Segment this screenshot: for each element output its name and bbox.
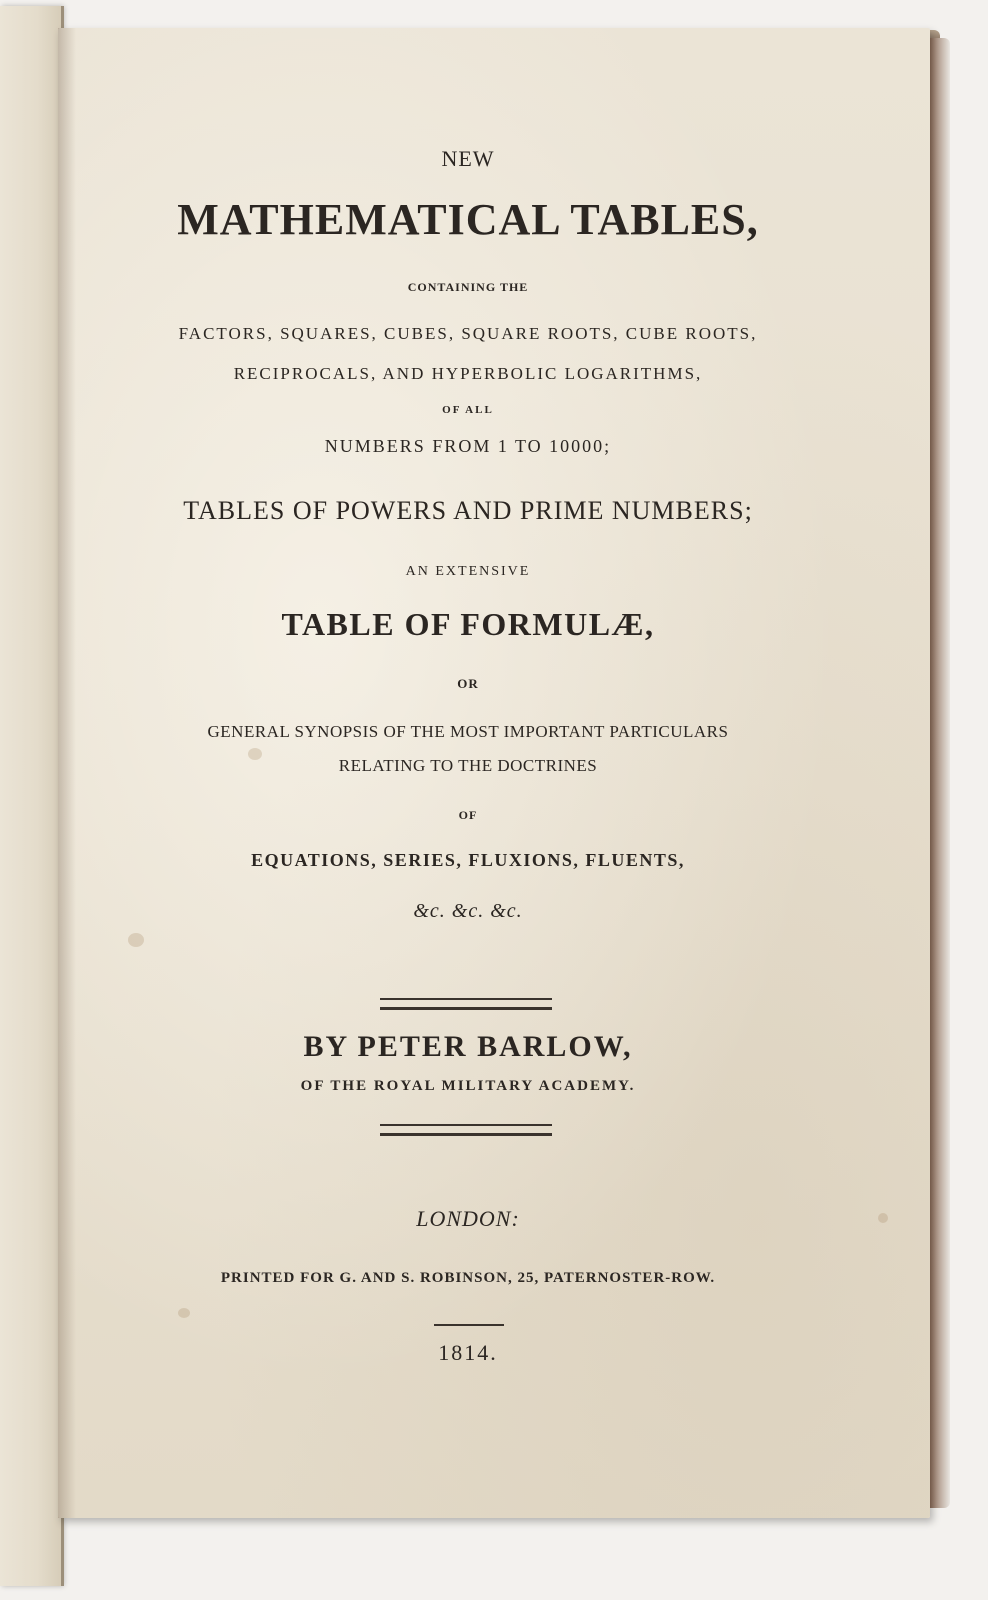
double-rule-divider <box>380 1124 552 1136</box>
numbers-range: NUMBERS FROM 1 TO 10000; <box>324 436 612 456</box>
synopsis-line-1: GENERAL SYNOPSIS OF THE MOST IMPORTANT PARTICULARS <box>207 722 729 741</box>
containing-label: CONTAINING THE <box>407 280 529 294</box>
formulae-title: TABLE OF FORMULÆ, <box>281 606 655 642</box>
of-all-label: OF ALL <box>442 404 494 416</box>
title-page <box>58 28 930 1518</box>
foxing-spot <box>128 933 144 947</box>
contents-line-1: FACTORS, SQUARES, CUBES, SQUARE ROOTS, CUBE ROOTS, <box>178 324 758 343</box>
powers-line: TABLES OF POWERS AND PRIME NUMBERS; <box>183 496 753 525</box>
printer-line: PRINTED FOR G. AND S. ROBINSON, 25, PATERNOSTER-ROW. <box>220 1270 716 1286</box>
pre-title: NEW <box>441 146 495 171</box>
author-line: BY PETER BARLOW, <box>303 1030 633 1063</box>
place-of-publication: LONDON: <box>416 1206 520 1231</box>
short-rule-divider <box>434 1324 504 1326</box>
foxing-spot <box>178 1308 190 1318</box>
subjects-line: EQUATIONS, SERIES, FLUXIONS, FLUENTS, <box>251 850 685 870</box>
synopsis-line-2: RELATING TO THE DOCTRINES <box>338 756 598 775</box>
affiliation-line: OF THE ROYAL MILITARY ACADEMY. <box>300 1078 636 1094</box>
etc-line: &c. &c. &c. <box>413 900 523 922</box>
double-rule-divider <box>380 998 552 1010</box>
an-extensive-label: AN EXTENSIVE <box>405 564 531 579</box>
of-label: OF <box>458 808 478 822</box>
publication-year: 1814. <box>438 1340 498 1365</box>
main-title: MATHEMATICAL TABLES, <box>177 195 759 244</box>
left-flyleaf-page <box>0 6 62 1586</box>
contents-line-2: RECIPROCALS, AND HYPERBOLIC LOGARITHMS, <box>233 364 703 383</box>
foxing-spot <box>878 1213 888 1223</box>
or-label: OR <box>457 676 479 691</box>
